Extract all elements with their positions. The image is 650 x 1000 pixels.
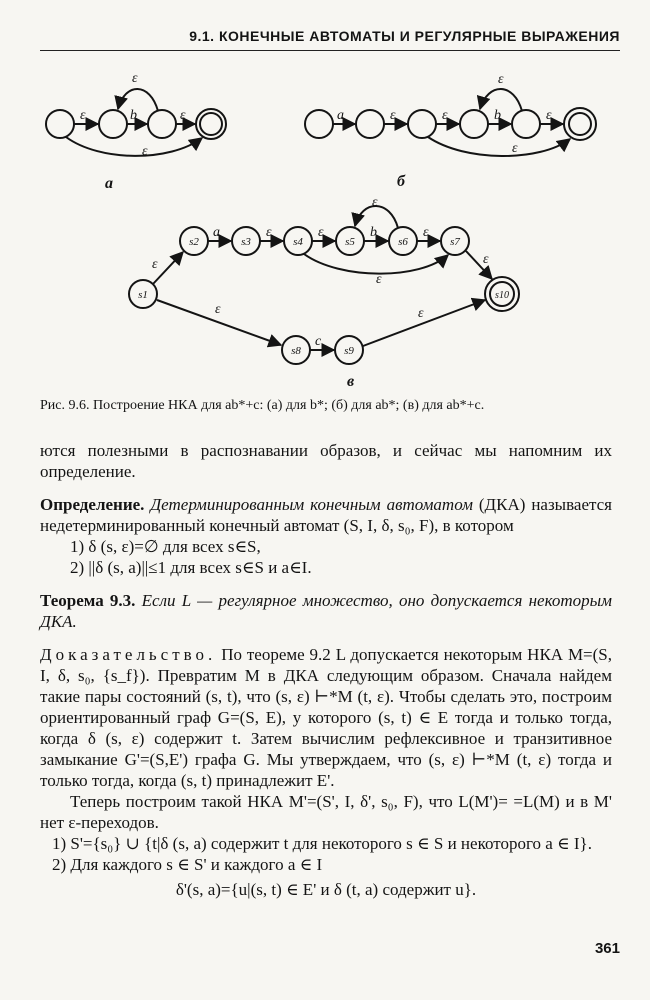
list-item-1: 1) S'={s₀} ∪ {t|δ (s, a) содержит t для некоторого s ∈ S и некоторого a ∈ I}. [52, 834, 592, 853]
body-text [40, 440, 612, 900]
proof-text: По теореме 9.2 L допускается некоторым НКА M=(S, I, δ, s₀, {s_f}). Превратим M в ДКА следующим образом. Сначала найдем такие пары состояний (s, t), что (s, ε) ⊢*M (t, ε). Чтобы сделать это, построим ориентированный граф G=(S, E), у которого (s, t) ∈ E тогда и только тогда, когда δ (s, ε) содержит t. Затем вычислим рефлексивное и транзитивное замыкание G'=(S,E') графа G. Мы утверждаем, что (s, ε) ⊢*M (t, ε) тогда и только тогда, когда (s, t) принадлежит E'. [40, 645, 613, 790]
condition-1: 1) δ (s, ε)=∅ для всех s∈S, [70, 537, 261, 556]
subfigure-label-b: б [397, 173, 405, 190]
edge-label: ε [418, 306, 424, 321]
state-node [46, 110, 74, 138]
state-label: s3 [241, 236, 251, 248]
edge-label: ε [372, 195, 378, 210]
edge-label: a [213, 225, 220, 240]
page-number: 361 [594, 940, 620, 957]
state-node [356, 110, 384, 138]
edge-label: ε [80, 108, 86, 123]
edge-label: ε [152, 257, 158, 272]
state-node [148, 110, 176, 138]
nfa-figure [0, 0, 650, 395]
proof [40, 644, 612, 791]
state-label: s7 [450, 236, 460, 248]
edge-label: ε [376, 272, 382, 287]
figure-caption: Рис. 9.6. Построение НКА для ab*+c: (а) для b*; (б) для ab*; (в) для ab*+c. [40, 398, 485, 413]
edge-label: c [315, 334, 322, 349]
edge-label: b [130, 108, 137, 123]
edge-label: ε [483, 252, 489, 267]
paragraph: Теперь построим такой НКА M'=(S', I, δ', s₀, F), что L(M')= =L(M) и в M' нет ε-переходов. [40, 792, 612, 832]
condition-2: 2) ||δ (s, a)||≤1 для всех s∈S и a∈I. [70, 558, 312, 577]
state-node [99, 110, 127, 138]
edge-label: ε [390, 108, 396, 123]
definition-term: Детерминированным конечным автоматом [150, 495, 473, 514]
edge-label: ε [512, 141, 518, 156]
state-label: s2 [189, 236, 199, 248]
definition-text: (ДКА) называется недетерминированный конечный автомат (S, I, δ, s₀, F), в котором [40, 495, 613, 535]
edge-label: a [337, 108, 344, 123]
theorem-title: Теорема 9.3. [40, 591, 136, 610]
edge-label: ε [546, 108, 552, 123]
edge-label: ε [142, 144, 148, 159]
paragraph: ются полезными в распознавании образов, и сейчас мы напомним их определение. [40, 441, 612, 481]
state-label: s10 [495, 290, 509, 301]
edge-label: ε [132, 71, 138, 86]
state-label: s1 [138, 289, 148, 301]
edge-label: ε [215, 302, 221, 317]
state-label: s4 [293, 236, 303, 248]
edge-label: ε [180, 108, 186, 123]
edge-label: b [494, 108, 501, 123]
state-label: s6 [398, 236, 408, 248]
final-state-ring [200, 113, 222, 135]
formula: δ'(s, a)={u|(s, t) ∈ E' и δ (t, a) содержит u}. [175, 880, 477, 899]
state-node [512, 110, 540, 138]
state-node [305, 110, 333, 138]
final-state-ring [569, 113, 591, 135]
edge-label: ε [498, 72, 504, 87]
state-label: s5 [345, 236, 355, 248]
state-node [408, 110, 436, 138]
proof-word: Доказательство. [40, 645, 217, 664]
definition-title: Определение. [40, 495, 145, 514]
state-label: s9 [344, 345, 354, 357]
state-node [460, 110, 488, 138]
edge-label: ε [318, 225, 324, 240]
subfigure-label-a: а [105, 175, 113, 192]
edge-label: ε [423, 225, 429, 240]
subfigure-label-c: в [347, 373, 355, 390]
edge-label: b [370, 225, 377, 240]
state-label: s8 [291, 345, 301, 357]
list-item-2: 2) Для каждого s ∈ S' и каждого a ∈ I [52, 855, 323, 874]
running-header-text: 9.1. КОНЕЧНЫЕ АВТОМАТЫ И РЕГУЛЯРНЫЕ ВЫРАЖЕНИЯ [189, 28, 620, 44]
edge-label: ε [266, 225, 272, 240]
definition [40, 494, 612, 536]
diagram-c [129, 206, 519, 364]
edge-label: ε [442, 108, 448, 123]
theorem-text: Если L — регулярное множество, оно допускается некоторым ДКА. [40, 591, 613, 631]
diagram-b [305, 89, 596, 156]
theorem [40, 590, 612, 632]
